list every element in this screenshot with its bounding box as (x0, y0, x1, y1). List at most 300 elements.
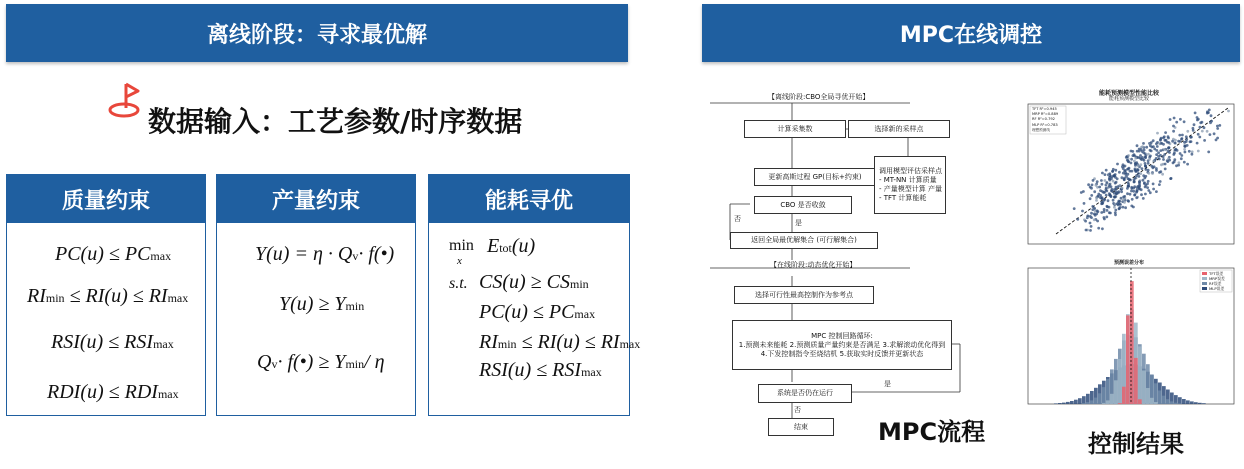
scatter-point (1201, 130, 1204, 133)
scatter-point (1144, 154, 1147, 157)
scatter-point (1170, 177, 1173, 180)
energy-min-label: min (449, 237, 474, 254)
hist-bar-mlp (1066, 402, 1070, 404)
scatter-point (1122, 196, 1125, 199)
hist-bar-mlp (1062, 403, 1066, 404)
hist-bar-mlp (1058, 403, 1062, 404)
scatter-point (1120, 197, 1123, 200)
scatter-point (1134, 164, 1137, 167)
mpc-flow-caption: MPC流程 (878, 418, 986, 446)
scatter-point (1174, 142, 1177, 145)
offline-stage-title: 离线阶段：寻求最优解 (206, 22, 427, 48)
output-eq-yield: Y(u) = η · Qv· f(•) (255, 243, 395, 265)
scatter-point (1163, 148, 1166, 151)
scatter-point (1084, 220, 1087, 223)
scatter-point (1183, 161, 1186, 164)
scatter-point (1175, 164, 1178, 167)
scatter-point (1099, 189, 1102, 192)
scatter-point (1185, 138, 1188, 141)
scatter-point (1135, 196, 1138, 199)
scatter-point (1128, 167, 1131, 170)
scatter-point (1206, 110, 1209, 113)
mpc-flowchart (700, 86, 1000, 466)
scatter-point (1107, 199, 1110, 202)
fc-offline-header: 【离线阶段:CBO全局寻优开始】 (768, 93, 870, 101)
scatter-point (1203, 139, 1206, 142)
scatter-point (1150, 141, 1153, 144)
hist-bar-rf (1106, 379, 1110, 404)
energy-optimization-title: 能耗寻优 (429, 175, 629, 223)
hist-bar-rf (1166, 399, 1170, 404)
scatter-point (1199, 121, 1202, 124)
scatter-point (1132, 190, 1135, 193)
scatter-point (1177, 140, 1180, 143)
scatter-point (1108, 206, 1111, 209)
scatter-point (1173, 160, 1176, 163)
fc-mpc-loop-line: 4.下发控制指令至烧结机 5.获取实时反馈并更新状态 (760, 349, 924, 358)
scatter-point (1090, 225, 1093, 228)
hist-bar-mrp (1138, 346, 1142, 404)
scatter-point (1197, 133, 1200, 136)
scatter-point (1090, 194, 1093, 197)
scatter-point (1135, 161, 1138, 164)
scatter-point (1076, 218, 1079, 221)
scatter-point (1150, 165, 1153, 168)
scatter-point (1117, 185, 1120, 188)
hist-bar-mrp (1114, 380, 1118, 404)
scatter-subtitle: 能耗预测模型比较 (1108, 96, 1149, 102)
scatter-point (1179, 118, 1182, 121)
scatter-point (1213, 132, 1216, 135)
scatter-point (1106, 181, 1109, 184)
scatter-point (1134, 193, 1137, 196)
scatter-point (1142, 179, 1145, 182)
energy-objective: Etot(u) (487, 235, 536, 257)
scatter-point (1122, 206, 1125, 209)
scatter-point (1089, 197, 1092, 200)
scatter-point (1180, 157, 1183, 160)
hist-bar-mlp (1186, 400, 1190, 404)
fc-no-label: 否 (734, 215, 741, 223)
scatter-legend-item: RF R²=0.792 (1032, 117, 1055, 122)
energy-min-sub: x (457, 255, 462, 267)
scatter-point (1132, 206, 1135, 209)
quality-constraint-title: 质量约束 (7, 175, 205, 223)
hist-bar-mlp (1082, 396, 1086, 404)
scatter-point (1142, 151, 1145, 154)
scatter-legend-item: MLP R²=0.783 (1032, 122, 1058, 127)
scatter-point (1196, 142, 1199, 145)
scatter-point (1147, 162, 1150, 165)
scatter-point (1083, 202, 1086, 205)
energy-eq-cs: CS(u) ≥ CSmin (479, 271, 589, 293)
scatter-point (1121, 187, 1124, 190)
scatter-point (1164, 163, 1167, 166)
fc-end: 结束 (768, 418, 834, 436)
scatter-point (1137, 164, 1140, 167)
scatter-point (1104, 179, 1107, 182)
scatter-point (1133, 160, 1136, 163)
scatter-point (1162, 136, 1165, 139)
scatter-point (1108, 194, 1111, 197)
scatter-point (1073, 207, 1076, 210)
quality-eq-rdi: RDI(u) ≤ RDImax (47, 381, 179, 403)
scatter-point (1198, 136, 1201, 139)
energy-eq-pc: PC(u) ≤ PCmax (479, 301, 596, 323)
scatter-point (1153, 148, 1156, 151)
hist-bar-tft (1138, 399, 1142, 404)
scatter-point (1126, 192, 1129, 195)
scatter-point (1129, 179, 1132, 182)
scatter-point (1137, 169, 1140, 172)
scatter-point (1116, 163, 1119, 166)
scatter-point (1120, 190, 1123, 193)
hist-bar-mrp (1102, 403, 1106, 404)
fc-yes-label: 是 (795, 219, 802, 227)
scatter-point (1175, 148, 1178, 151)
scatter-point (1147, 180, 1150, 183)
scatter-point (1103, 208, 1106, 211)
scatter-legend-item: MRP R²=0.889 (1032, 112, 1059, 117)
scatter-point (1130, 158, 1133, 161)
scatter-point (1149, 144, 1152, 147)
scatter-point (1150, 150, 1153, 153)
scatter-point (1087, 183, 1090, 186)
scatter-point (1183, 120, 1186, 123)
scatter-point (1085, 229, 1088, 232)
hist-legend-swatch-tft (1202, 272, 1207, 275)
scatter-point (1146, 186, 1149, 189)
scatter-point (1155, 190, 1158, 193)
scatter-point (1164, 168, 1167, 171)
scatter-point (1168, 151, 1171, 154)
scatter-point (1095, 184, 1098, 187)
scatter-point (1216, 125, 1219, 128)
quality-eq-pc: PC(u) ≤ PCmax (55, 243, 172, 265)
scatter-point (1159, 170, 1162, 173)
scatter-point (1171, 140, 1174, 143)
scatter-point (1101, 227, 1104, 230)
scatter-point (1091, 184, 1094, 187)
scatter-point (1162, 155, 1165, 158)
quality-eq-ri: RImin ≤ RI(u) ≤ RImax (27, 285, 189, 307)
fc-call-model-item: - 产量模型计算 产量 (879, 185, 942, 193)
scatter-point (1097, 193, 1100, 196)
scatter-point (1113, 188, 1116, 191)
scatter-point (1096, 180, 1099, 183)
scatter-point (1144, 162, 1147, 165)
scatter-point (1090, 216, 1093, 219)
data-input-heading: 数据输入：工艺参数/时序数据 (148, 105, 523, 138)
hist-bar-tft (1134, 358, 1138, 404)
hist-bar-rf (1098, 393, 1102, 404)
hist-bar-rf (1094, 398, 1098, 404)
hist-legend-item: MLP误差 (1209, 286, 1225, 291)
scatter-point (1181, 134, 1184, 137)
output-constraint-title: 产量约束 (217, 175, 415, 223)
scatter-point (1095, 199, 1098, 202)
scatter-point (1127, 154, 1130, 157)
scatter-point (1207, 151, 1210, 154)
scatter-point (1183, 145, 1186, 148)
scatter-point (1152, 160, 1155, 163)
scatter-point (1103, 218, 1106, 221)
scatter-point (1136, 144, 1139, 147)
scatter-point (1090, 212, 1093, 215)
scatter-point (1148, 158, 1151, 161)
scatter-point (1114, 211, 1117, 214)
scatter-point (1173, 117, 1176, 120)
scatter-point (1210, 114, 1213, 117)
hist-legend-item: TFT误差 (1209, 271, 1224, 276)
hist-bar-mlp (1194, 402, 1198, 404)
scatter-point (1193, 123, 1196, 126)
fc-no-label: 否 (794, 406, 801, 414)
scatter-point (1105, 169, 1108, 172)
scatter-point (1199, 126, 1202, 129)
scatter-point (1130, 186, 1133, 189)
scatter-point (1123, 165, 1126, 168)
scatter-point (1190, 136, 1193, 139)
scatter-point (1082, 190, 1085, 193)
hist-bar-mlp (1182, 399, 1186, 404)
output-eq-capacity: Qv· f(•) ≥ Ymin/ η (257, 351, 385, 373)
scatter-point (1149, 191, 1152, 194)
scatter-point (1178, 161, 1181, 164)
scatter-point (1203, 126, 1206, 129)
scatter-point (1147, 169, 1150, 172)
scatter-point (1191, 153, 1194, 156)
scatter-point (1092, 179, 1095, 182)
quality-eq-rsi: RSI(u) ≤ RSImax (51, 331, 174, 353)
scatter-point (1145, 146, 1148, 149)
scatter-point (1116, 202, 1119, 205)
scatter-point (1105, 188, 1108, 191)
scatter-legend (1032, 107, 1058, 133)
scatter-point (1127, 200, 1130, 203)
scatter-point (1121, 176, 1124, 179)
fc-mpc-loop (732, 320, 952, 370)
quality-constraint-card (6, 174, 206, 416)
scatter-legend-item: TFT R²=0.945 (1032, 107, 1057, 111)
scatter-point (1139, 163, 1142, 166)
scatter-point (1123, 178, 1126, 181)
scatter-point (1167, 137, 1170, 140)
scatter-point (1191, 150, 1194, 153)
energy-st-label: s.t. (449, 275, 468, 292)
output-constraint-card (216, 174, 416, 416)
scatter-point (1159, 154, 1162, 157)
scatter-point (1179, 152, 1182, 155)
scatter-point (1157, 151, 1160, 154)
scatter-point (1197, 150, 1200, 153)
hist-bar-mlp (1078, 398, 1082, 404)
scatter-point (1089, 222, 1092, 225)
energy-optimization-card (428, 174, 641, 416)
error-histogram-chart (1016, 258, 1242, 414)
scatter-point (1147, 153, 1150, 156)
scatter-point (1114, 195, 1117, 198)
fc-call-model-item: - TFT 计算能耗 (879, 194, 927, 202)
scatter-point (1144, 165, 1147, 168)
scatter-point (1162, 158, 1165, 161)
scatter-point (1159, 180, 1162, 183)
scatter-point (1124, 206, 1127, 209)
scatter-chart (1016, 88, 1242, 256)
hist-bar-rf (1170, 401, 1174, 404)
scatter-point (1098, 186, 1101, 189)
scatter-point (1111, 190, 1114, 193)
hist-bar-mlp (1202, 403, 1206, 404)
scatter-title: 能耗预测模型性能比较 (1098, 90, 1159, 97)
scatter-point (1101, 201, 1104, 204)
scatter-point (1101, 172, 1104, 175)
scatter-point (1129, 193, 1132, 196)
hist-bar-rf (1102, 387, 1106, 404)
scatter-point (1158, 158, 1161, 161)
scatter-point (1138, 183, 1141, 186)
fc-mpc-loop-line: 1.预测未来能耗 2.预测质量产量约束是否满足 3.求解滚动优化得到 (738, 340, 946, 349)
hist-bar-tft (1126, 315, 1130, 404)
hist-legend-swatch-mrp (1202, 277, 1207, 280)
scatter-point (1131, 198, 1134, 201)
scatter-point (1097, 227, 1100, 230)
scatter-point (1209, 133, 1212, 136)
fc-return-global: 返回全局最优解集合 (可行解集合) (730, 232, 878, 249)
scatter-point (1152, 183, 1155, 186)
scatter-point (1089, 229, 1092, 232)
scatter-point (1144, 184, 1147, 187)
scatter-point (1096, 220, 1099, 223)
scatter-point (1108, 172, 1111, 175)
hist-legend-swatch-rf (1202, 282, 1207, 285)
scatter-point (1100, 211, 1103, 214)
scatter-point (1114, 176, 1117, 179)
scatter-point (1105, 194, 1108, 197)
fc-call-model (874, 156, 946, 214)
online-control-banner (702, 4, 1240, 62)
control-result-caption: 控制结果 (1088, 430, 1184, 458)
scatter-point (1227, 110, 1230, 113)
scatter-point (1166, 141, 1169, 144)
scatter-point (1163, 153, 1166, 156)
hist-bar-mlp (1054, 403, 1058, 404)
scatter-point (1140, 193, 1143, 196)
scatter-point (1172, 130, 1175, 133)
hist-bar-mlp (1074, 400, 1078, 404)
scatter-point (1206, 130, 1209, 133)
scatter-point (1183, 148, 1186, 151)
scatter-point (1125, 175, 1128, 178)
scatter-point (1086, 215, 1089, 218)
scatter-point (1122, 167, 1125, 170)
scatter-point (1113, 206, 1116, 209)
scatter-point (1114, 209, 1117, 212)
hist-bar-mlp (1178, 397, 1182, 404)
scatter-point (1111, 175, 1114, 178)
scatter-point (1141, 145, 1144, 148)
hist-bar-tft (1118, 403, 1122, 404)
scatter-point (1155, 142, 1158, 145)
hist-bar-mlp (1198, 403, 1202, 404)
scatter-point (1180, 138, 1183, 141)
scatter-point (1185, 135, 1188, 138)
scatter-point (1104, 173, 1107, 176)
scatter-point (1164, 131, 1167, 134)
scatter-point (1112, 180, 1115, 183)
scatter-point (1122, 199, 1125, 202)
hist-legend-item: RF误差 (1209, 281, 1222, 286)
fc-select-feasible: 选择可行性最高控制作为参考点 (734, 286, 874, 304)
fc-online-header: 【在线阶段:动态优化开始】 (770, 261, 857, 269)
scatter-point (1194, 112, 1197, 115)
scatter-point (1151, 172, 1154, 175)
scatter-point (1142, 142, 1145, 145)
scatter-point (1110, 185, 1113, 188)
scatter-point (1160, 137, 1163, 140)
hist-bar-rf (1162, 396, 1166, 404)
scatter-point (1138, 175, 1141, 178)
scatter-point (1175, 121, 1178, 124)
scatter-point (1101, 183, 1104, 186)
hist-bar-mrp (1106, 400, 1110, 404)
hist-bar-rf (1086, 402, 1090, 404)
scatter-point (1152, 188, 1155, 191)
flag-location-icon (104, 80, 144, 124)
hist-bar-mrp (1118, 359, 1122, 404)
scatter-point (1178, 134, 1181, 137)
scatter-point (1144, 193, 1147, 196)
scatter-point (1090, 187, 1093, 190)
scatter-point (1117, 200, 1120, 203)
scatter-point (1136, 189, 1139, 192)
scatter-point (1168, 146, 1171, 149)
hist-bar-mlp (1190, 401, 1194, 404)
scatter-point (1081, 210, 1084, 213)
hist-bar-mrp (1142, 371, 1146, 405)
energy-eq-rsi: RSI(u) ≤ RSImax (479, 359, 602, 381)
scatter-legend-item: 理想预测线 (1032, 127, 1050, 132)
hist-legend-swatch-mlp (1202, 287, 1207, 290)
output-eq-ymin: Y(u) ≥ Ymin (279, 293, 365, 315)
hist-bar-mrp (1146, 388, 1150, 404)
scatter-point (1102, 191, 1105, 194)
fc-calc-params: 计算采集数 (744, 120, 846, 138)
energy-eq-ri: RImin ≤ RI(u) ≤ RImax (479, 331, 641, 353)
scatter-point (1119, 206, 1122, 209)
scatter-point (1127, 185, 1130, 188)
scatter-point (1148, 172, 1151, 175)
scatter-point (1093, 190, 1096, 193)
fc-mpc-loop-title: MPC 控制回路循环: (811, 331, 873, 340)
scatter-point (1112, 168, 1115, 171)
hist-legend-item: MRP误差 (1209, 276, 1225, 281)
scatter-point (1197, 118, 1200, 121)
fc-call-model-item: - MT-NN 计算质量 (879, 176, 937, 184)
hist-bar-rf (1158, 391, 1162, 405)
scatter-point (1156, 132, 1159, 135)
fc-yes-label: 是 (884, 380, 891, 388)
scatter-point (1132, 154, 1135, 157)
hist-bar-rf (1090, 400, 1094, 404)
scatter-point (1188, 150, 1191, 153)
hist-bar-mlp (1174, 395, 1178, 404)
scatter-point (1158, 183, 1161, 186)
scatter-point (1216, 127, 1219, 130)
scatter-point (1112, 199, 1115, 202)
hist-bar-mrp (1110, 394, 1114, 404)
scatter-point (1134, 177, 1137, 180)
